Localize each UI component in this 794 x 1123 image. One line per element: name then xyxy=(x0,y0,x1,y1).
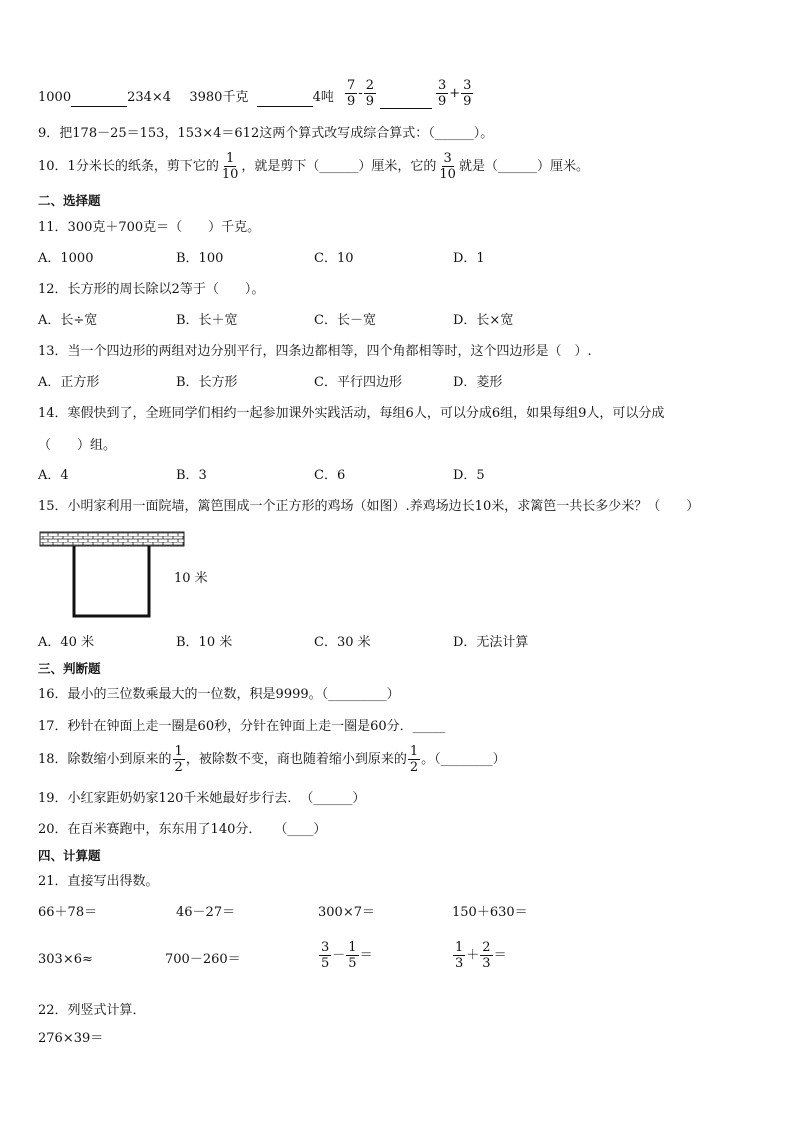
option-b[interactable]: B．3 xyxy=(176,468,207,483)
calc-item: 66＋78＝ xyxy=(38,905,98,920)
fraction: $\frac{7}{9}$ xyxy=(347,78,356,109)
answer-blank[interactable] xyxy=(380,94,432,109)
calc-item-fraction: $\frac{1}{3}$ ＋ $\frac{2}{3}$ ＝ xyxy=(455,940,507,971)
calc-item: 46－27＝ xyxy=(176,905,236,920)
option-c[interactable]: C．平行四边形 xyxy=(314,375,402,390)
question-15: 15．小明家利用一面院墙，篱笆围成一个正方形的鸡场（如图）.养鸡场边长10米，求篱笆一共长多少米？（ ） xyxy=(38,499,700,514)
question-10: 10．1分米长的纸条，剪下它的 $\frac{1}{10}$ ，就是剪下（______）厘米，它的 $\frac{3}{10}$ 就是（______）厘米。 xyxy=(38,151,589,182)
question-14: 14．寒假快到了，全班同学们相约一起参加课外实践活动，每组6人，可以分成6组，如果每组9人，可以分成 xyxy=(38,406,665,421)
option-d[interactable]: D．无法计算 xyxy=(453,635,529,650)
fraction: $\frac{3}{9}$ xyxy=(437,78,447,109)
option-a[interactable]: A．1000 xyxy=(38,251,94,266)
calc-item: 700－260＝ xyxy=(165,952,241,967)
calc-item: 300×7＝ xyxy=(318,905,375,920)
fraction: $\frac{1}{2}$ xyxy=(409,744,419,775)
fraction: $\frac{3}{10}$ xyxy=(439,151,456,182)
answer-blank[interactable] xyxy=(71,92,127,107)
answer-blank[interactable] xyxy=(257,92,313,107)
q8-row: 1000 234×4 3980千克 4吨 xyxy=(38,90,334,105)
question-18: 18．除数缩小到原来的 $\frac{1}{2}$ ，被除数不变，商也随着缩小到原来的 $\frac{1}{2}$ 。（________） xyxy=(38,744,506,775)
calc-item: 303×6≈ xyxy=(38,952,93,967)
option-c[interactable]: C．10 xyxy=(314,251,354,266)
question-17: 17．秒针在钟面上走一圈是60秒，分针在钟面上走一圈是60分．_____ xyxy=(38,719,446,734)
option-d[interactable]: D．5 xyxy=(453,468,485,483)
option-b[interactable]: B．100 xyxy=(176,251,224,266)
question-11: 11．300克＋700克＝（ ）千克。 xyxy=(38,220,261,235)
question-16: 16．最小的三位数乘最大的一位数，积是9999。（_________） xyxy=(38,687,400,702)
section-title: 二、选择题 xyxy=(38,193,101,208)
calc-item: 150＋630＝ xyxy=(452,905,528,920)
question-19: 19．小红家距奶奶家120千米她最好步行去． （______） xyxy=(38,791,366,806)
option-a[interactable]: A．40 米 xyxy=(38,635,95,650)
fraction: $\frac{3}{5}$ xyxy=(321,940,330,971)
option-d[interactable]: D．菱形 xyxy=(453,375,503,390)
calc-item: 276×39＝ xyxy=(38,1031,104,1046)
question-9: 9．把178－25＝153，153×4＝612这两个算式改写成综合算式：（______）。 xyxy=(38,126,494,141)
option-b[interactable]: B．长＋宽 xyxy=(176,313,238,328)
question-20: 20．在百米赛跑中，东东用了140分． （____） xyxy=(38,822,327,837)
fence xyxy=(74,546,149,616)
question-12: 12．长方形的周长除以2等于（ ）。 xyxy=(38,282,265,297)
option-b[interactable]: B．10 米 xyxy=(176,635,233,650)
question-14-cont: （ ）组。 xyxy=(38,438,117,453)
option-b[interactable]: B．长方形 xyxy=(176,375,238,390)
question-22: 22．列竖式计算． xyxy=(38,1003,146,1018)
chicken-yard-figure xyxy=(38,530,188,620)
fraction: $\frac{1}{3}$ xyxy=(455,940,464,971)
option-a[interactable]: A．4 xyxy=(38,468,69,483)
wall xyxy=(40,532,184,546)
option-c[interactable]: C．长－宽 xyxy=(314,313,376,328)
option-d[interactable]: D．1 xyxy=(453,251,485,266)
section-title: 三、判断题 xyxy=(38,661,101,676)
q8-fraction-compare: $\frac{7}{9}$ - $\frac{2}{9}$ $\frac{3}{9}$ + $\frac{3}{9}$ xyxy=(347,78,472,109)
calc-item-fraction: $\frac{3}{5}$ － $\frac{1}{5}$ ＝ xyxy=(321,940,373,971)
question-13: 13．当一个四边形的两组对边分别平行，四条边都相等，四个角都相等时，这个四边形是（ ）. xyxy=(38,344,592,359)
option-a[interactable]: A．长÷宽 xyxy=(38,313,98,328)
fraction: $\frac{2}{9}$ xyxy=(365,78,374,109)
fraction: $\frac{1}{5}$ xyxy=(348,940,357,971)
fraction: $\frac{1}{2}$ xyxy=(174,744,183,775)
fraction: $\frac{3}{9}$ xyxy=(463,78,472,109)
section-title: 四、计算题 xyxy=(38,848,101,863)
option-c[interactable]: C．6 xyxy=(314,468,346,483)
option-c[interactable]: C．30 米 xyxy=(314,635,371,650)
figure-label: 10 米 xyxy=(174,571,208,586)
fraction: $\frac{1}{10}$ xyxy=(221,151,239,182)
fraction: $\frac{2}{3}$ xyxy=(482,940,491,971)
option-d[interactable]: D．长×宽 xyxy=(453,313,514,328)
option-a[interactable]: A．正方形 xyxy=(38,375,100,390)
question-21: 21．直接写出得数。 xyxy=(38,874,159,889)
